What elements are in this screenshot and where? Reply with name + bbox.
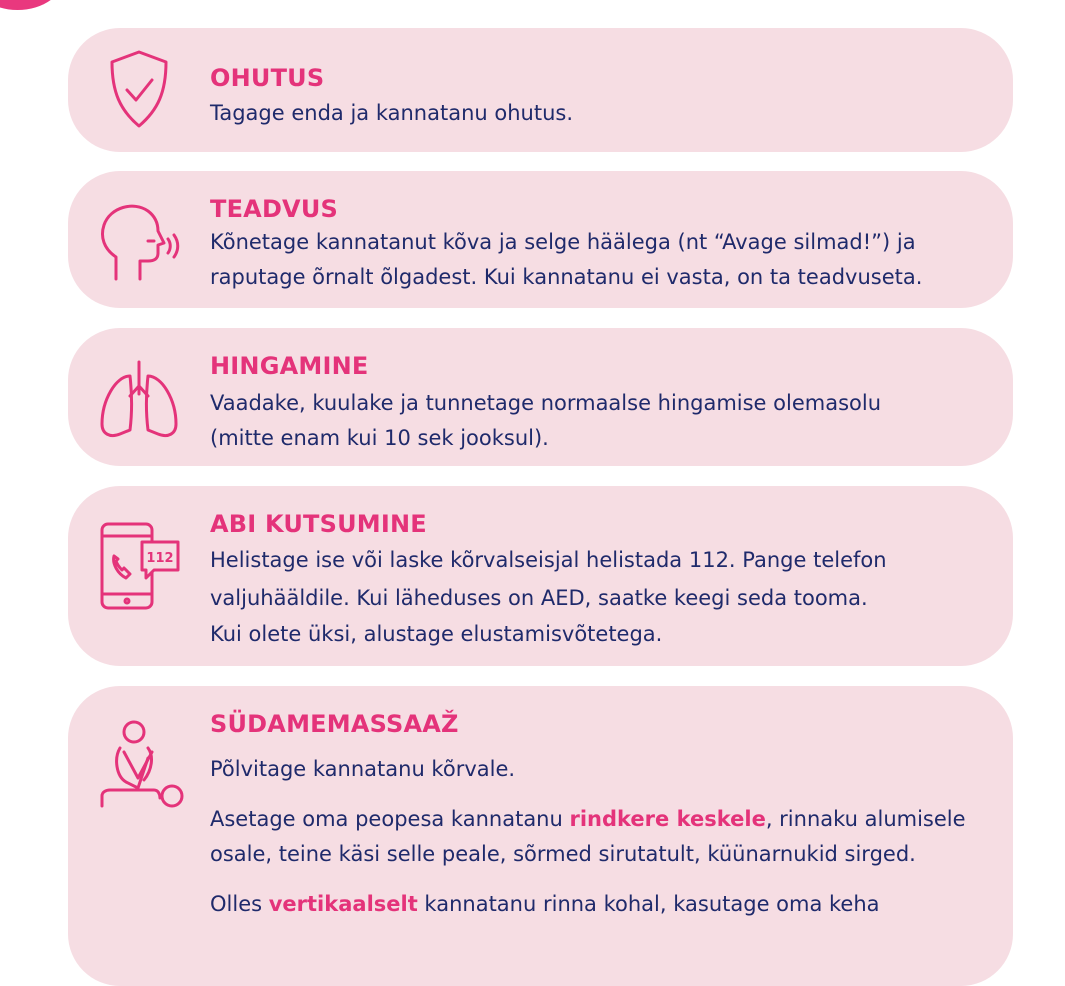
card-cpr [68, 686, 1013, 986]
card-call-help [68, 486, 1013, 666]
card-title: TEADVUS [210, 195, 339, 223]
card-text-line [210, 802, 1010, 836]
card-text-line: Vaadake, kuulake ja tunnetage normaalse hingamise olemasolu [210, 391, 882, 415]
card-text-line: valjuhääldile. Kui läheduses on AED, saatke keegi seda tooma. [210, 586, 868, 610]
text-run: , rinnaku alumisele [765, 807, 966, 831]
card-text-line: osale, teine käsi selle peale, sõrmed sirutatult, küünarnukid sirged. [210, 842, 916, 866]
card-text-line: Tagage enda ja kannatanu ohutus. [210, 101, 573, 125]
corner-decoration [0, 0, 65, 10]
card-title: ABI KUTSUMINE [210, 510, 427, 538]
card-text-line: Põlvitage kannatanu kõrvale. [210, 757, 516, 781]
card-text-line: Kõnetage kannatanut kõva ja selge häälega (nt “Avage silmad!”) ja [210, 230, 916, 254]
phone-112-icon [94, 520, 184, 610]
card-title: SÜDAMEMASSAAŽ [210, 710, 459, 738]
card-breathing [68, 328, 1013, 466]
card-text-line: Kui olete üksi, alustage elustamisvõtetega. [210, 622, 663, 646]
card-consciousness [68, 171, 1013, 308]
card-safety [68, 28, 1013, 152]
highlight-text: vertikaalselt [268, 892, 418, 916]
text-run: Asetage oma peopesa kannatanu [210, 807, 570, 831]
badge-112: 112 [146, 551, 174, 566]
speaking-head-icon [94, 197, 184, 287]
lungs-icon [94, 354, 184, 444]
card-title: HINGAMINE [210, 352, 369, 380]
cpr-person-icon [94, 718, 184, 808]
text-run: Olles [210, 892, 269, 916]
card-text-line: (mitte enam kui 10 sek jooksul). [210, 426, 549, 450]
card-title: OHUTUS [210, 64, 325, 92]
card-text-line: Helistage ise või laske kõrvalseisjal helistada 112. Pange telefon [210, 548, 887, 572]
highlight-text: rindkere keskele [569, 807, 766, 831]
card-text-line [210, 887, 1010, 921]
card-text-line: raputage õrnalt õlgadest. Kui kannatanu ei vasta, on ta teadvuseta. [210, 265, 923, 289]
shield-check-icon [94, 46, 184, 136]
text-run: kannatanu rinna kohal, kasutage oma keha [417, 892, 880, 916]
